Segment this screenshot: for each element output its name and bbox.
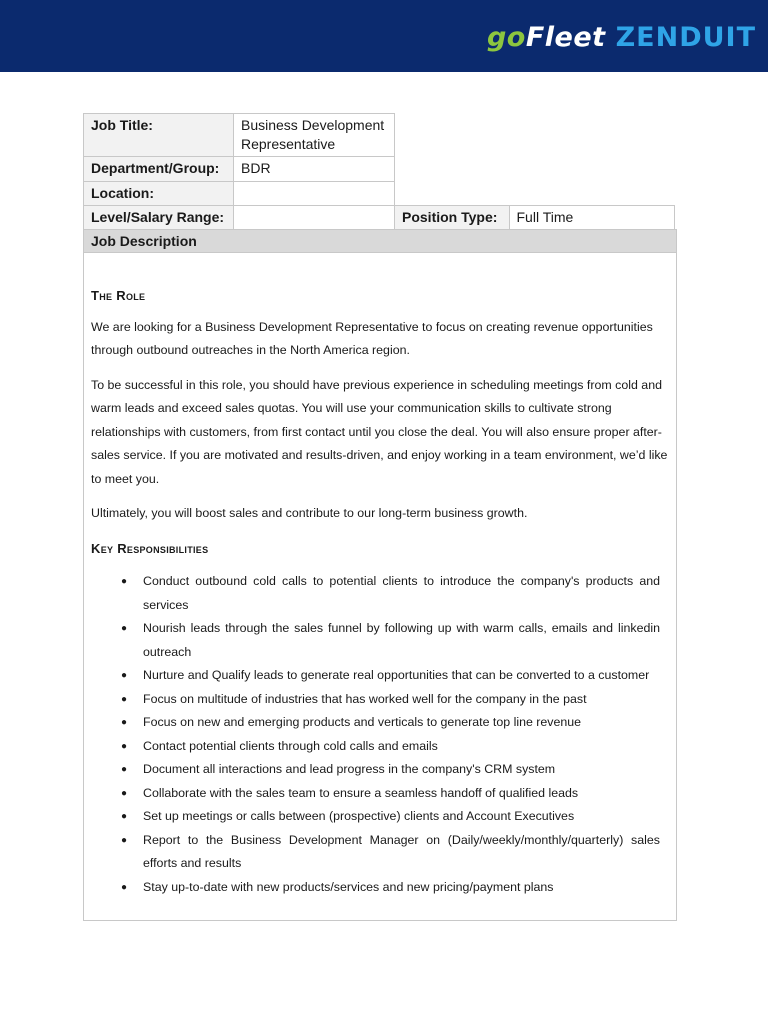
job-title-label: Job Title: [84,114,234,157]
bullet-icon: ● [121,670,128,681]
list-item: ● Document all interactions and lead progress in the company's CRM system [143,758,660,782]
role-paragraph: To be successful in this role, you should have previous experience in scheduling meetings from cold and warm leads and exceed sales quotas. You will use your communication skills to cultivate strong relationships with customers, from first contact until you close the deal. You will also ensure proper after-sales service. If you are motivated and results-driven, and enjoy working in a team environment, we’d like to meet you. [91,377,668,486]
list-item: ● Nourish leads through the sales funnel by following up with warm calls, emails and linkedin outreach [143,617,660,664]
bullet-icon: ● [121,787,128,799]
role-paragraph: We are looking for a Business Development Representative to focus on creating revenue opportunities through outbound outreaches in the North America region. [91,319,653,357]
list-item: ● Stay up-to-date with new products/services and new pricing/payment plans [143,876,660,900]
department-label: Department/Group: [84,157,234,182]
position-type-value: Full Time [509,206,674,230]
list-item: ● Set up meetings or calls between (prospective) clients and Account Executives [143,805,660,829]
logo-fleet: Fleet [525,21,606,53]
location-value [234,182,395,206]
bullet-icon: ● [121,576,128,587]
list-item: ● Report to the Business Development Manager on (Daily/weekly/monthly/quarterly) sales efforts and results [143,829,660,876]
level-salary-value [234,206,395,230]
list-item: ● Conduct outbound cold calls to potential clients to introduce the company's products and services [143,570,660,617]
responsibilities-list [91,570,670,899]
job-description-body [83,252,677,921]
list-item: ● Collaborate with the sales team to ensure a seamless handoff of qualified leads [143,782,660,806]
bullet-icon: ● [121,623,128,634]
list-item: ● Nurture and Qualify leads to generate real opportunities that can be converted to a customer [143,664,660,688]
role-paragraph: Ultimately, you will boost sales and contribute to our long-term business growth. [91,506,528,520]
role-section-title: The Role [91,288,146,303]
bullet-icon: ● [121,834,128,846]
logo-zenduit: ZENDUIT [615,21,756,53]
responsibilities-section-title: Key Responsibilities [91,540,209,556]
job-description-heading: Job Description [83,229,677,253]
bullet-icon: ● [121,881,128,893]
list-item: ● Focus on new and emerging products and verticals to generate top line revenue [143,711,660,735]
page-header [0,0,768,72]
logo-go: go [486,21,526,53]
bullet-icon: ● [121,811,128,822]
bullet-icon: ● [121,764,128,775]
level-salary-label: Level/Salary Range: [84,206,234,230]
position-type-label: Position Type: [395,206,510,230]
job-title-value: Business Development Representative [234,114,395,157]
bullet-icon: ● [121,717,128,728]
department-value: BDR [234,157,395,182]
location-label: Location: [84,182,234,206]
bullet-icon: ● [121,693,128,705]
job-info-table [83,113,675,230]
list-item: ● Focus on multitude of industries that has worked well for the company in the past [143,688,660,712]
list-item: ● Contact potential clients through cold calls and emails [143,735,660,759]
bullet-icon: ● [121,740,128,752]
gofleet-zenduit-logo [487,22,756,52]
